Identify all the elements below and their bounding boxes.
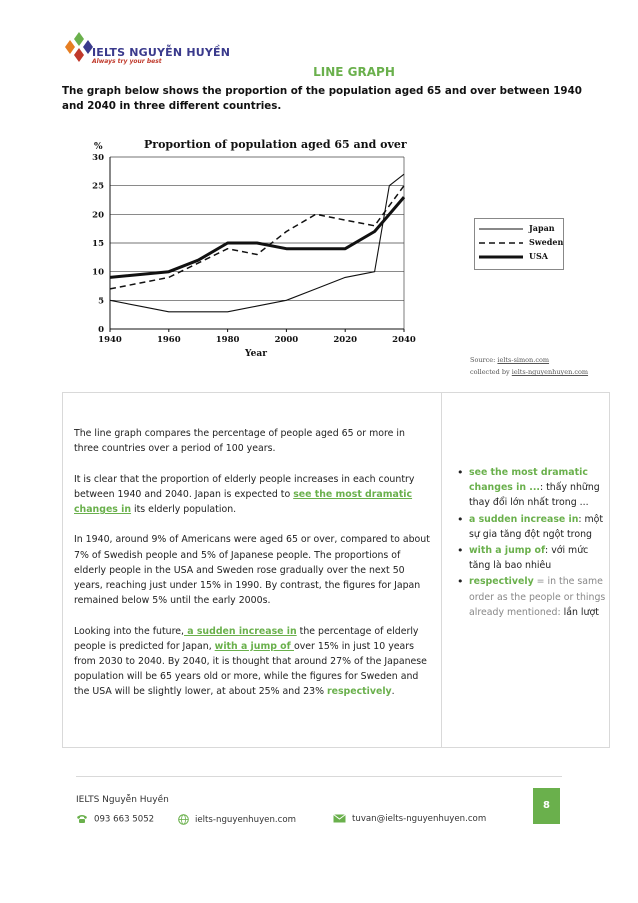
vocab-sep: :: [578, 513, 585, 525]
footer-phone: [76, 814, 154, 825]
essay-paragraph-3: In 1940, around 9% of Americans were aged 65 or over, compared to about 7% of Swedish people and 5% of Japanese people. The proportions of elderly people in the USA and Sweden rose gradually over the next 50 years, reaching just under 15% in 1990. By contrast, the figures for Japan remained below 5% until the early 2000s.: [74, 534, 430, 607]
vocab-term: with a jump of: [469, 545, 546, 557]
vocab-list: [457, 465, 607, 621]
chart-source: [470, 354, 588, 378]
vocab-sep: :: [539, 482, 547, 494]
logo-mark-icon: [64, 30, 94, 64]
footer-divider: [76, 776, 562, 777]
footer-website: [178, 814, 296, 825]
legend-label-japan: Japan: [529, 223, 555, 233]
x-tick-label: 1940: [98, 335, 122, 345]
chart-xlabel: Year: [245, 349, 267, 359]
y-tick-label: 5: [98, 296, 104, 307]
y-tick-label: 10: [92, 267, 104, 278]
highlight-phrase: with a jump of: [214, 640, 294, 652]
page-number: 8: [533, 788, 560, 824]
x-tick-label: 1960: [156, 335, 181, 345]
highlight-phrase: see the most dramatic changes in: [74, 488, 413, 515]
chart-x-ticks: [98, 329, 416, 345]
y-tick-label: 15: [92, 239, 104, 249]
y-tick-label: 25: [92, 181, 104, 192]
collected-link[interactable]: ielts-nguyenhuyen.com: [511, 368, 589, 376]
essay-text-run: its elderly population.: [131, 504, 237, 515]
section-title: LINE GRAPH: [313, 65, 395, 79]
essay-paragraph-4: [74, 624, 430, 700]
legend-swatch-japan: [479, 227, 523, 231]
essay-text-run: .: [391, 686, 395, 698]
email-link[interactable]: tuvan@ielts-nguyenhuyen.com: [352, 814, 487, 824]
website-link[interactable]: ielts-nguyenhuyen.com: [195, 815, 296, 825]
vocab-item: [457, 465, 607, 511]
chart-legend: [474, 218, 564, 270]
task-prompt: The graph below shows the proportion of the population aged 65 and over between 1940 and 2040 in three different countries.: [62, 85, 582, 112]
chart-ylabel: %: [94, 142, 103, 152]
brand-tagline: Always try your best: [92, 58, 162, 65]
vocab-meaning: với mức tăng là bao nhiêu: [469, 545, 589, 572]
y-tick-label: 30: [92, 153, 104, 163]
chart-svg: [76, 122, 434, 365]
source-label: Source:: [470, 356, 496, 364]
line-chart: [76, 122, 434, 365]
vocab-item: [457, 512, 607, 542]
y-tick-label: 0: [98, 325, 104, 335]
x-tick-label: 1980: [215, 335, 240, 345]
vocab-definition: in the same order as the people or things already mentioned:: [469, 576, 606, 618]
brand-name: IELTS NGUYỄN HUYỀN: [92, 46, 231, 59]
vocab-meaning: một sự gia tăng đột ngột trong: [469, 513, 604, 540]
legend-swatch-usa: [479, 255, 523, 259]
legend-label-sweden: Sweden: [529, 237, 564, 247]
series-line-usa: [110, 197, 404, 277]
legend-item-usa: [479, 251, 561, 263]
essay-text-run: It is clear that the proportion of elderly people increases in each country between 1940 and 2040. Japan is expected to: [74, 473, 415, 500]
essay-text: [74, 426, 430, 715]
essay-text-run: the percentage of elderly people is predicted for Japan,: [74, 625, 419, 652]
legend-item-sweden: [479, 237, 564, 249]
essay-paragraph-1: The line graph compares the percentage of people aged 65 or more in three countries over a period of 100 years.: [74, 428, 405, 455]
chart-title: Proportion of population aged 65 and over: [144, 138, 407, 151]
phone-icon: [76, 814, 88, 824]
chart-y-ticks: [92, 153, 104, 335]
collected-label: collected by: [470, 368, 510, 376]
legend-item-japan: [479, 223, 561, 235]
essay-paragraph-2: [74, 472, 430, 518]
vocab-item: [457, 543, 607, 573]
x-tick-label: 2000: [274, 335, 299, 345]
essay-text-run: Looking into the future,: [74, 625, 184, 637]
vocab-item: [457, 574, 607, 620]
globe-icon: [178, 814, 189, 825]
source-link[interactable]: ielts-simon.com: [497, 356, 550, 364]
vocab-term: respectively: [469, 576, 534, 588]
footer-email: [333, 814, 486, 824]
vocab-meaning: lần lượt: [563, 606, 599, 618]
vocab-term: see the most dramatic changes in ...: [469, 467, 588, 494]
highlight-phrase: respectively: [326, 686, 392, 698]
vocab-meaning: thấy những thay đổi lớn nhất trong ...: [469, 482, 600, 509]
phone-number: 093 663 5052: [94, 814, 155, 825]
vocab-sep: =: [533, 576, 548, 588]
email-icon: [333, 814, 346, 823]
y-tick-label: 20: [92, 210, 104, 221]
highlight-phrase: a sudden increase in: [184, 625, 297, 637]
legend-label-usa: USA: [529, 251, 548, 261]
x-tick-label: 2020: [333, 335, 358, 345]
vocab-sep: :: [545, 545, 552, 557]
x-tick-label: 2040: [392, 335, 416, 345]
essay-box-divider: [441, 392, 442, 748]
essay-text-run: over 15% in just 10 years from 2030 to 2040. By 2040, it is thought that around 27% of the Japanese population will be 65 years old or more, while the figures for Sweden and the USA will be slightly lower, at about 25% and 23%: [74, 640, 427, 698]
footer-name: IELTS Nguyễn Huyền: [76, 795, 169, 805]
vocab-term: a sudden increase in: [469, 513, 579, 525]
legend-swatch-sweden: [479, 241, 523, 245]
